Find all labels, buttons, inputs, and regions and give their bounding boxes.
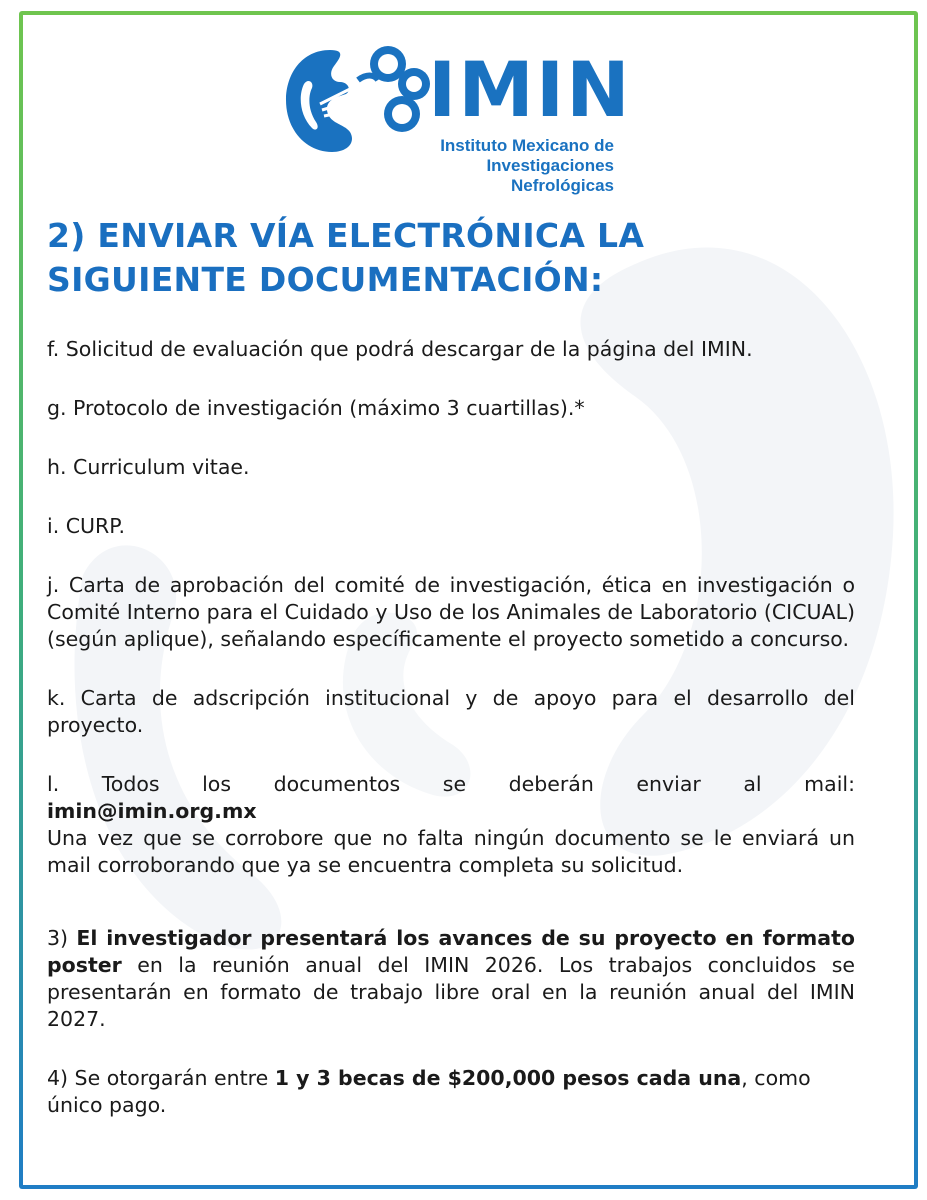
logo-subtitle [402,136,614,196]
section-heading: 2) ENVIAR VÍA ELECTRÓNICA LA SIGUIENTE DOCUMENTACIÓN: [47,216,645,299]
item-i: i. CURP. [47,514,125,538]
item-l-intro: l. Todos los documentos se deberán enviar al mail: [47,772,855,796]
kidney-lobes-icon [344,44,434,136]
section-4-suffix: , como único pago. [47,1066,811,1117]
logo-wordmark: IMIN [428,45,632,134]
item-l-followup: Una vez que se corrobore que no falta ningún documento se le enviará un mail corroborando que ya se encuentra completa su solicitud. [47,826,855,877]
section-3-rest: en la reunión anual del IMIN 2026. Los trabajos concluidos se presentarán en formato de trabajo libre oral en la reunión anual del IMIN 2027. [47,953,855,1031]
section-3-number: 3) [47,926,69,950]
item-f: f. Solicitud de evaluación que podrá descargar de la página del IMIN. [47,337,753,361]
section-3-bold: El investigador presentará los avances de su proyecto en formato poster [47,926,855,977]
section-4-bold: 1 y 3 becas de $200,000 pesos cada una [274,1066,742,1090]
item-g: g. Protocolo de investigación (máximo 3 cuartillas).* [47,396,585,420]
imin-logo [282,44,632,195]
logo-subtitle-line2: Investigaciones Nefrológicas [486,156,614,195]
item-j: j. Carta de aprobación del comité de investigación, ética en investigación o Comité Interno para el Cuidado y Uso de los Animales de Laboratorio (CICUAL) (según aplique), señalando específicamente el proyecto sometido a concurso. [47,573,855,651]
section-3 [47,925,855,1033]
item-k: k. Carta de adscripción institucional y de apoyo para el desarrollo del proyecto. [47,686,855,737]
email-link[interactable]: imin@imin.org.mx [47,799,257,823]
item-h: h. Curriculum vitae. [47,455,250,479]
section-4-prefix: 4) Se otorgarán entre [47,1066,275,1090]
logo-subtitle-line1: Instituto Mexicano de [440,136,614,155]
section-4 [47,1065,855,1119]
item-l [47,771,855,879]
document-body [47,214,855,1151]
